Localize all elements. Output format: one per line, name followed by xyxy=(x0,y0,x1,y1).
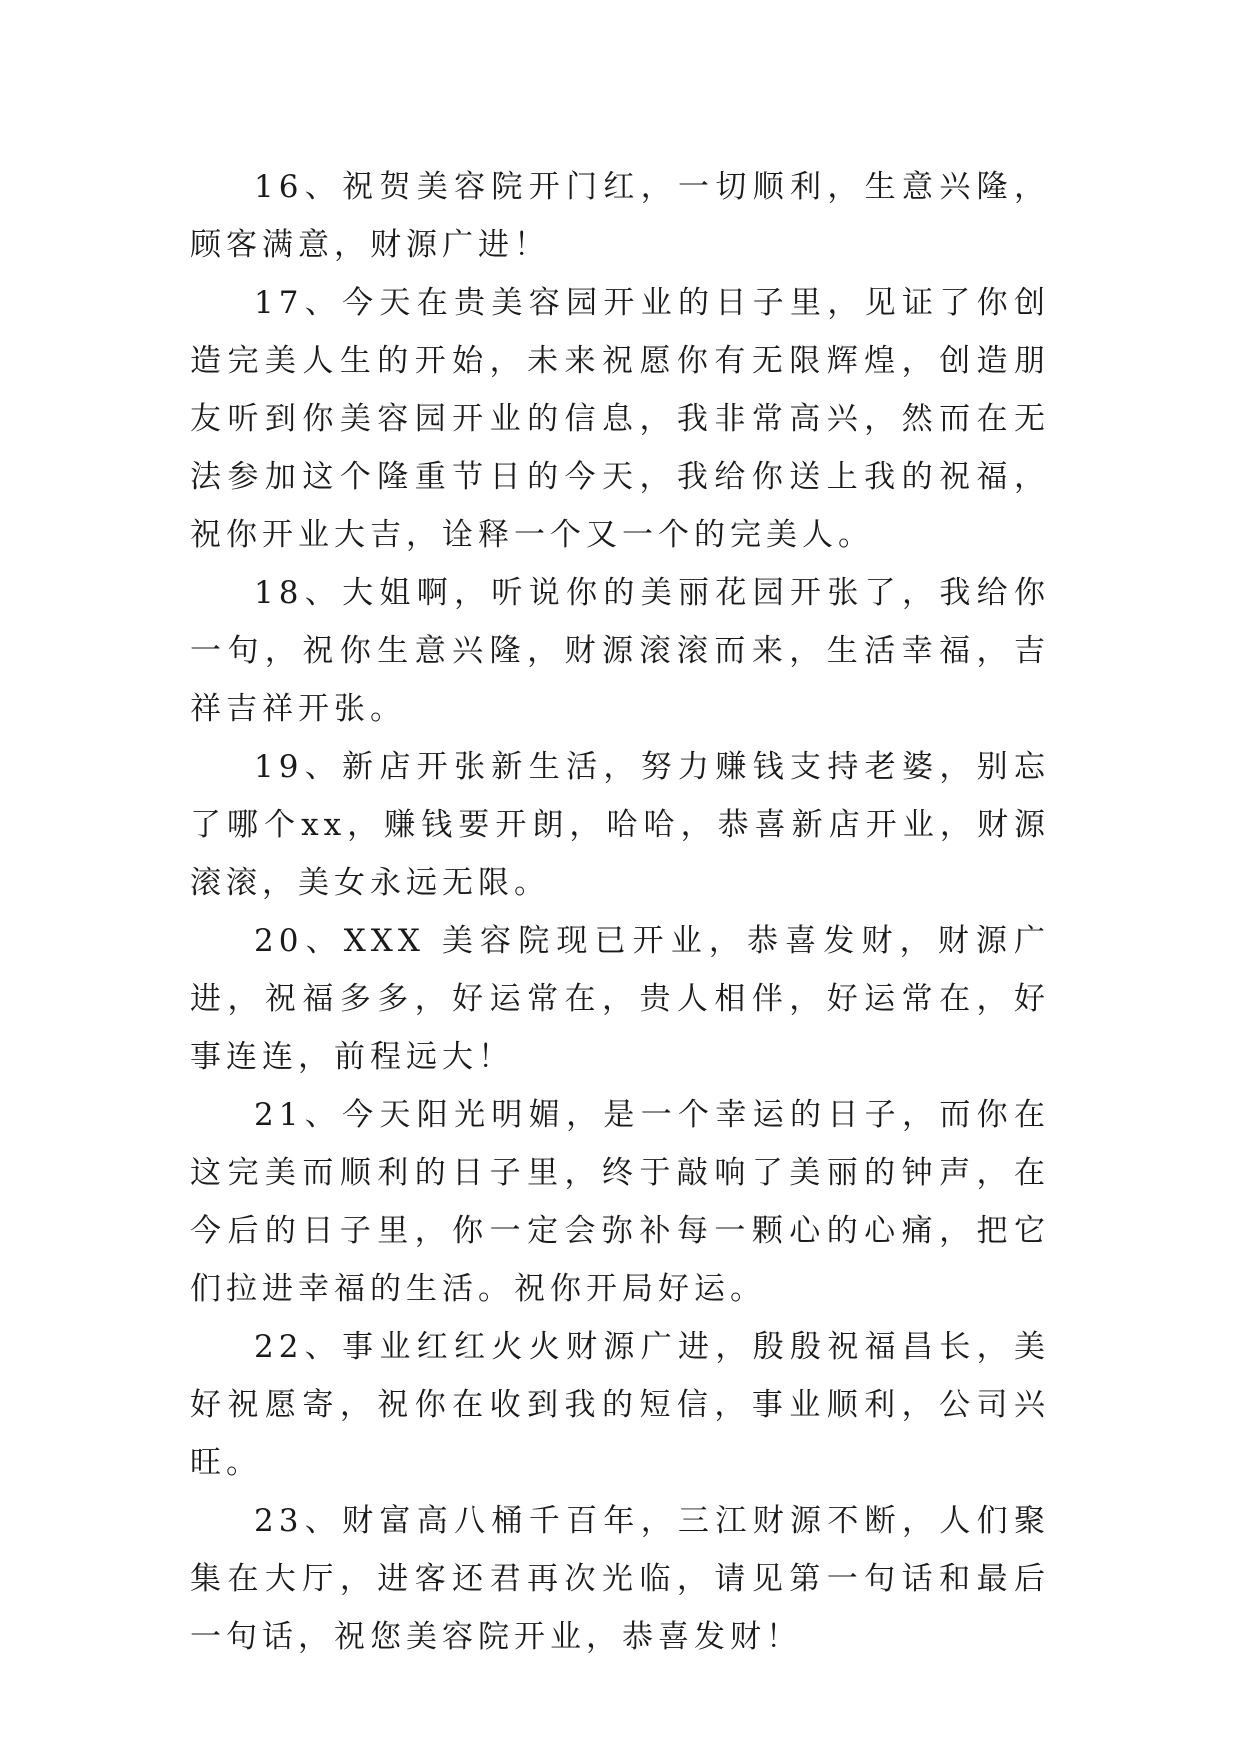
paragraph-23: 23、财富高八桶千百年，三江财源不断，人们聚集在大厅，进客还君再次光临，请见第一句话和最后一句话，祝您美容院开业，恭喜发财！ xyxy=(190,1503,1050,1655)
paragraph-18: 18、大姐啊，听说你的美丽花园开张了，我给你一句，祝你生意兴隆，财源滚滚而来，生活幸福，吉祥吉祥开张。 xyxy=(190,575,1050,727)
document-body xyxy=(190,158,1050,1666)
paragraph-22: 22、事业红红火火财源广进，殷殷祝福昌长，美好祝愿寄，祝你在收到我的短信，事业顺利，公司兴旺。 xyxy=(190,1329,1050,1481)
paragraph-19: 19、新店开张新生活，努力赚钱支持老婆，别忘了哪个xx，赚钱要开朗，哈哈，恭喜新店开业，财源滚滚，美女永远无限。 xyxy=(190,749,1050,901)
paragraph-21: 21、今天阳光明媚，是一个幸运的日子，而你在这完美而顺利的日子里，终于敲响了美丽的钟声，在今后的日子里，你一定会弥补每一颗心的心痛，把它们拉进幸福的生活。祝你开局好运。 xyxy=(190,1097,1050,1307)
paragraph-20: 20、XXX 美容院现已开业，恭喜发财，财源广进，祝福多多，好运常在，贵人相伴，好运常在，好事连连，前程远大！ xyxy=(190,923,1050,1075)
paragraph-17: 17、今天在贵美容园开业的日子里，见证了你创造完美人生的开始，未来祝愿你有无限辉煌，创造朋友听到你美容园开业的信息，我非常高兴，然而在无法参加这个隆重节日的今天，我给你送上我的祝福，祝你开业大吉，诠释一个又一个的完美人。 xyxy=(190,285,1050,553)
paragraph-16: 16、祝贺美容院开门红，一切顺利，生意兴隆，顾客满意，财源广进！ xyxy=(190,169,1050,263)
